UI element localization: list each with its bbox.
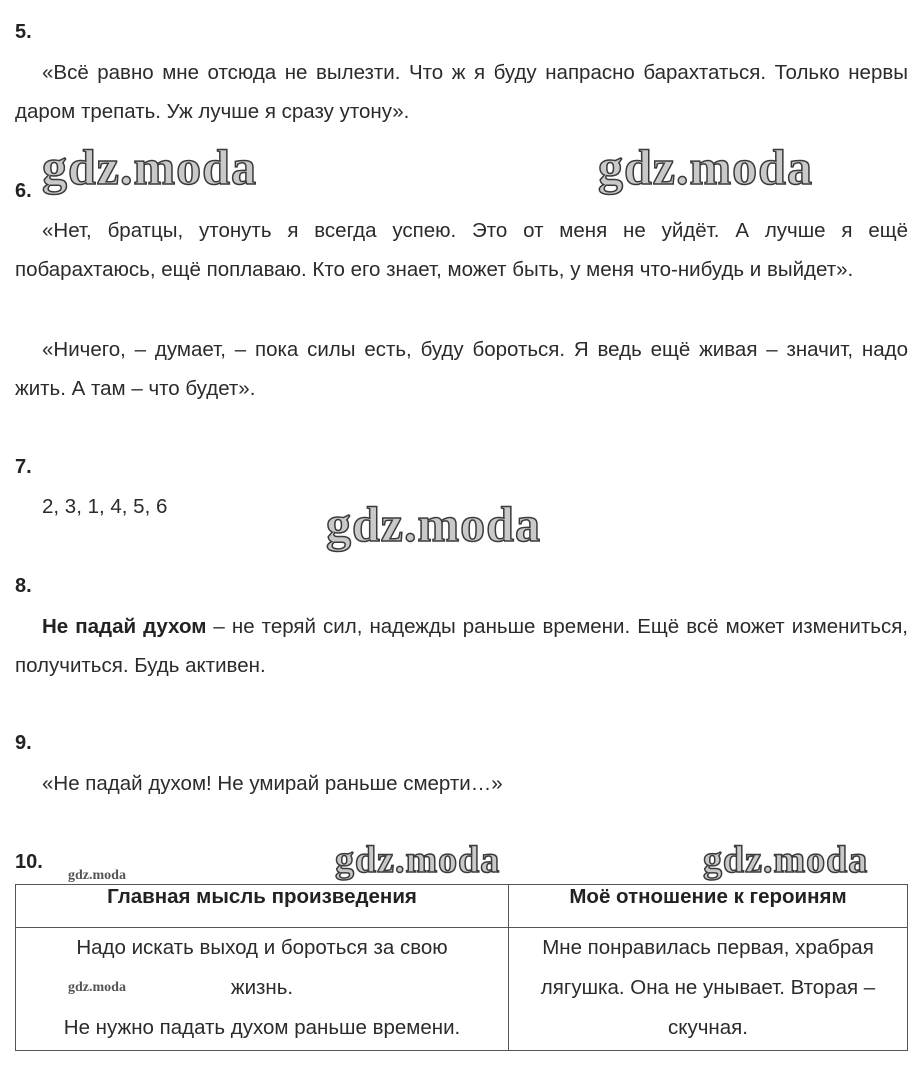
cell-line-wrap <box>26 968 498 1008</box>
table-row <box>16 928 908 1051</box>
task-number-9: 9. <box>15 732 32 754</box>
task-9-answer: «Не падай духом! Не умирай раньше смерти…» <box>42 772 503 795</box>
task-5-answer: «Всё равно мне отсюда не вылезти. Что ж я буду напрасно барахтаться. Только нервы даром трепать. Уж лучше я сразу утону». <box>15 61 908 123</box>
cell-line: Надо искать выход и бороться за свою <box>76 936 448 959</box>
task-number-5: 5. <box>15 21 32 43</box>
header-attitude: Моё отношение к героиням <box>509 885 908 928</box>
cell-main-idea <box>16 928 509 1051</box>
watermark: gdz.moda <box>703 839 869 881</box>
watermark-small: gdz.moda <box>68 980 126 995</box>
task-number-7: 7. <box>15 456 32 478</box>
answer-table <box>15 884 908 1051</box>
task-7-answer: 2, 3, 1, 4, 5, 6 <box>42 495 168 518</box>
watermark: gdz.moda <box>335 839 501 881</box>
task-6-answer-1: «Нет, братцы, утонуть я всегда успею. Это от меня не уйдёт. А лучше я ещё побарахтаюсь, ещё поплаваю. Кто его знает, может быть, у меня что-нибудь и выйдет». <box>15 219 908 281</box>
watermark: gdz.moda <box>326 496 541 552</box>
task-number-8: 8. <box>15 575 32 597</box>
watermark: gdz.moda <box>598 139 813 195</box>
task-number-6: 6. <box>15 180 32 202</box>
cell-line: жизнь. <box>230 976 294 999</box>
task-6-answer-2: «Ничего, – думает, – пока силы есть, буду бороться. Я ведь ещё живая – значит, надо жить. А там – что будет». <box>15 338 908 400</box>
watermark-small: gdz.moda <box>68 868 126 883</box>
header-main-idea: Главная мысль произведения <box>16 885 509 928</box>
table-header-row <box>16 885 908 928</box>
task-number-10: 10. <box>15 851 43 873</box>
task-8-answer <box>15 607 908 685</box>
idiom-bold: Не падай духом <box>42 615 207 638</box>
cell-line: Не нужно падать духом раньше времени. <box>63 1016 461 1039</box>
idiom-meaning: – не теряй сил, надежды раньше времени. Ещё всё может измениться, получиться. Будь активен. <box>15 615 908 677</box>
watermark: gdz.moda <box>42 139 257 195</box>
cell-attitude: Мне понравилась первая, храбрая лягушка. Она не унывает. Вторая – скучная. <box>509 928 908 1051</box>
